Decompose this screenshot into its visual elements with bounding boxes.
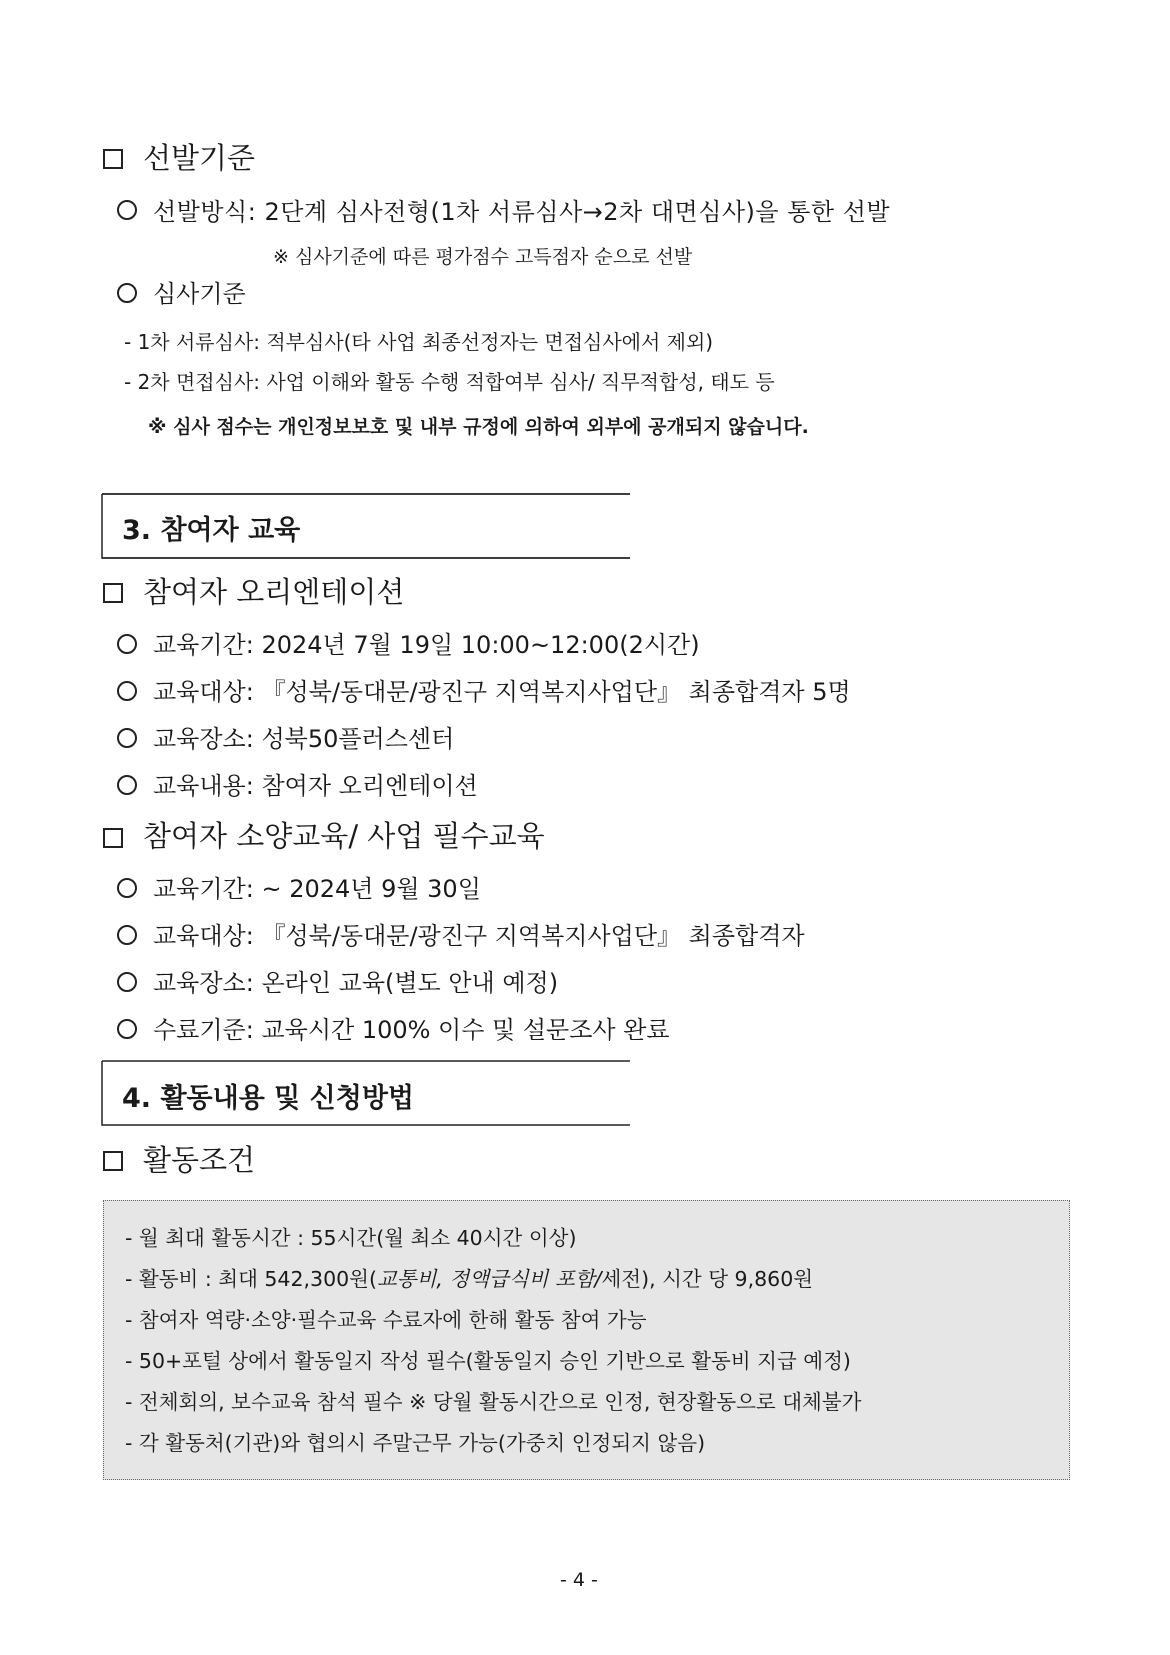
criteria-item: - 1차 서류심사: 적부심사(타 사업 최종선정자는 면접심사에서 제외) <box>124 330 714 354</box>
orientation-item: 교육대상: 『성북/동대문/광진구 지역복지사업단』 최종합격자 5명 <box>153 678 851 706</box>
circle-bullet-icon <box>117 681 137 701</box>
circle-bullet-icon <box>117 634 137 654</box>
condition-line: - 50+포털 상에서 활동일지 작성 필수(활동일지 승인 기반으로 활동비 지급 예정) <box>125 1349 851 1373</box>
criteria-note: ※ 심사 점수는 개인정보보호 및 내부 규정에 의하여 외부에 공개되지 않습니다. <box>148 416 809 438</box>
criteria-title: 심사기준 <box>153 280 246 308</box>
condition-line: - 월 최대 활동시간 : 55시간(월 최소 40시간 이상) <box>125 1226 577 1250</box>
circle-bullet-icon <box>117 878 137 898</box>
section3-title: 3. 참여자 교육 <box>122 515 301 546</box>
selection-title: 선발기준 <box>143 141 256 175</box>
circle-bullet-icon <box>117 728 137 748</box>
condition-text-italic: 교통비, 정액급식비 포함/ <box>376 1267 602 1291</box>
circle-bullet-icon <box>117 283 137 303</box>
selection-method: 선발방식: 2단계 심사전형(1차 서류심사→2차 대면심사)을 통한 선발 <box>153 198 891 226</box>
training-item: 교육대상: 『성북/동대문/광진구 지역복지사업단』 최종합격자 <box>153 922 805 950</box>
condition-line <box>125 1262 813 1292</box>
training-item: 교육기간: ~ 2024년 9월 30일 <box>153 875 481 903</box>
training-title: 참여자 소양교육/ 사업 필수교육 <box>143 819 545 853</box>
orientation-item: 교육기간: 2024년 7월 19일 10:00~12:00(2시간) <box>153 631 700 659</box>
checkbox-square-icon <box>103 1151 123 1171</box>
orientation-item: 교육내용: 참여자 오리엔테이션 <box>153 772 478 800</box>
conditions-title: 활동조건 <box>143 1143 256 1177</box>
criteria-item: - 2차 면접심사: 사업 이해와 활동 수행 적합여부 심사/ 직무적합성, 태도 등 <box>124 370 775 394</box>
conditions-box <box>103 1200 1070 1480</box>
training-item: 교육장소: 온라인 교육(별도 안내 예정) <box>153 969 559 997</box>
circle-bullet-icon <box>117 972 137 992</box>
orientation-title: 참여자 오리엔테이션 <box>143 575 405 609</box>
orientation-item: 교육장소: 성북50플러스센터 <box>153 725 455 753</box>
circle-bullet-icon <box>117 200 137 220</box>
circle-bullet-icon <box>117 775 137 795</box>
training-item: 수료기준: 교육시간 100% 이수 및 설문조사 완료 <box>153 1016 670 1044</box>
checkbox-square-icon <box>103 828 123 848</box>
selection-method-note: ※ 심사기준에 따른 평가점수 고득점자 순으로 선발 <box>273 246 693 268</box>
page-number: - 4 - <box>560 1569 598 1591</box>
checkbox-square-icon <box>103 583 123 603</box>
circle-bullet-icon <box>117 1019 137 1039</box>
checkbox-square-icon <box>103 149 123 169</box>
condition-text: - 활동비 : 최대 542,300원( <box>125 1267 377 1291</box>
circle-bullet-icon <box>117 925 137 945</box>
condition-line: - 각 활동처(기관)와 협의시 주말근무 가능(가중치 인정되지 않음) <box>125 1431 706 1455</box>
section4-title: 4. 활동내용 및 신청방법 <box>122 1083 414 1114</box>
condition-line: - 전체회의, 보수교육 참석 필수 ※ 당월 활동시간으로 인정, 현장활동으로 대체불가 <box>125 1390 862 1414</box>
condition-text: 세전), 시간 당 9,860원 <box>601 1267 814 1291</box>
condition-line: - 참여자 역량·소양·필수교육 수료자에 한해 활동 참여 가능 <box>125 1308 647 1332</box>
